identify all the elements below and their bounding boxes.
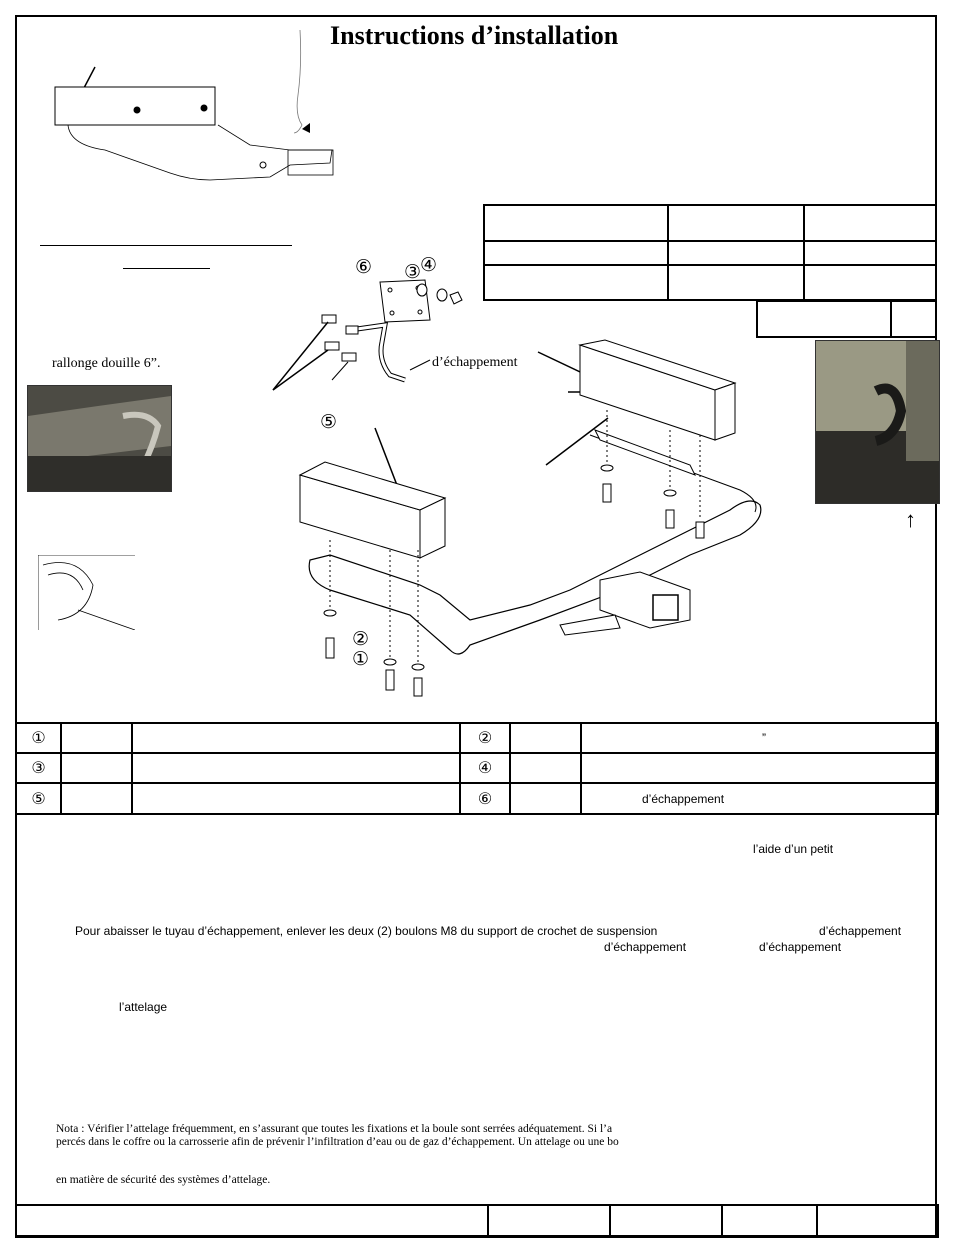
instruction-text: Pour abaisser le tuyau d’échappement, enlever les deux (2) boulons M8 du support de crochet de suspension xyxy=(75,924,658,938)
up-arrow-label: ↑ xyxy=(905,507,916,532)
part-number: ⑥ xyxy=(460,783,510,814)
callout-3: ③ xyxy=(404,262,422,283)
parts-list-table xyxy=(15,722,939,815)
part-description: d’échappement xyxy=(581,783,938,814)
exhaust-hanger-photo xyxy=(27,385,172,492)
instruction-text: d’échappement xyxy=(819,924,902,938)
part-number-box xyxy=(756,300,937,338)
instruction-text: l’attelage xyxy=(119,1000,168,1014)
instruction-text: l’aide d’un petit xyxy=(753,842,834,856)
part-number: ⑤ xyxy=(16,783,61,814)
instruction-text: d’échappement xyxy=(759,940,842,954)
exhaust-hook-photo xyxy=(815,340,940,504)
instruction-text: d’échappement xyxy=(604,940,687,954)
note-text: percés dans le coffre ou la carrosserie afin de prévenir l’infiltration d’eau ou de gaz d’échappement. Un attelage ou une bo xyxy=(56,1136,619,1148)
part-description xyxy=(581,753,938,783)
part-number: ② xyxy=(460,723,510,753)
blank-underline-short xyxy=(123,268,210,269)
hitch-exploded-drawing xyxy=(270,250,770,705)
callout-1: ① xyxy=(352,649,370,670)
callout-4: ④ xyxy=(420,255,438,276)
footer-table xyxy=(15,1204,939,1238)
parts-row xyxy=(16,753,938,783)
exhaust-label: d’échappement xyxy=(432,355,518,370)
parts-row xyxy=(16,783,938,814)
blank-underline xyxy=(40,245,292,246)
spare-tire-sketch xyxy=(38,555,135,630)
socket-extension-label: rallonge douille 6”. xyxy=(52,356,161,371)
part-number: ④ xyxy=(460,753,510,783)
part-number: ③ xyxy=(16,753,61,783)
parts-row xyxy=(16,723,938,753)
page-title: Instructions d’installation xyxy=(330,21,619,50)
note-text: Nota : Vérifier l’attelage fréquemment, en s’assurant que toutes les fixations et la boule sont serrées adéquatement. Si l’a xyxy=(56,1123,613,1135)
callout-6: ⑥ xyxy=(355,257,373,278)
part-description: ” xyxy=(581,723,938,753)
part-number: ① xyxy=(16,723,61,753)
note-text: en matière de sécurité des systèmes d’attelage. xyxy=(56,1174,271,1186)
bracket-side-view-drawing xyxy=(40,25,360,195)
callout-5: ⑤ xyxy=(320,412,338,433)
callout-2: ② xyxy=(352,629,370,650)
